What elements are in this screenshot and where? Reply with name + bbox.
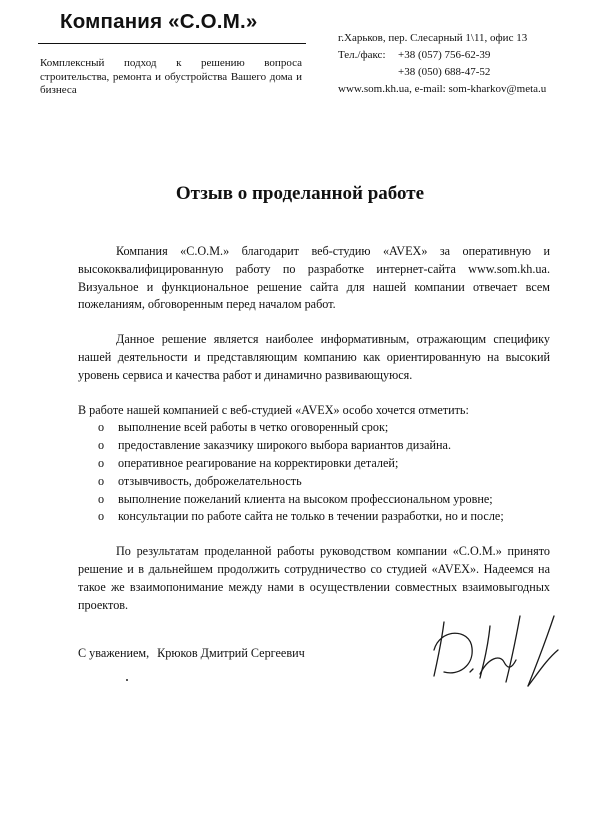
list-item-text: консультации по работе сайта не только в течении разработки, но и после; [118, 509, 504, 524]
bullet-icon: o [98, 473, 105, 488]
phone-2: +38 (050) 688-47-52 [398, 66, 491, 78]
merits-list [78, 419, 550, 526]
list-item-text: выполнение пожеланий клиента на высоком профессиональном уровне; [118, 491, 493, 506]
list-item-text: отзывчивость, доброжелательность [118, 473, 302, 488]
tel-label: Тел./факс: [338, 49, 386, 61]
phone-line-1 [338, 47, 578, 64]
web-email: www.som.kh.ua, e-mail: som-kharkov@meta.u [338, 83, 547, 95]
bullet-icon: o [98, 438, 105, 453]
list-intro: В работе нашей компанией с веб-студией «AVEX» особо хочется отметить: [78, 402, 469, 417]
tagline-text: Комплексный подход к решению вопроса строительства, ремонта и обустройства Вашего дома и бизнеса [40, 57, 302, 96]
signoff [78, 646, 305, 661]
contact-block [338, 30, 578, 98]
list-item [78, 508, 550, 526]
list-item-text: предоставление заказчику широкого выбора вариантов дизайна. [118, 438, 451, 453]
list-item [78, 437, 550, 455]
company-tagline [40, 57, 302, 98]
signer-name: Крюков Дмитрий Сергеевич [157, 646, 305, 660]
paragraph-2: Данное решение является наиболее информативным, отражающим специфику нашей деятельности и представляющим компанию как ориентированную на высокий уровень сервиса и качества работ и динамично развивающуюся. [78, 332, 550, 382]
letter-body [78, 243, 550, 614]
regards-text: С уважением, [78, 646, 150, 660]
paragraph-3: По результатам проделанной работы руководством компании «С.О.М.» принято решение и в дальнейшем продолжить сотрудничество со студией «AVEX». Надеемся на такое же взаимопонимание между нами в осуществлении совместных взаимовыгодных проектов. [78, 544, 550, 612]
phone-1: +38 (057) 756-62-39 [398, 49, 491, 61]
stray-mark [126, 679, 128, 681]
list-item [78, 419, 550, 437]
company-name: Компания «С.О.М.» [60, 10, 258, 33]
list-item [78, 455, 550, 473]
bullet-icon: o [98, 491, 105, 506]
bullet-icon: o [98, 509, 105, 524]
paragraph-1: Компания «С.О.М.» благодарит веб-студию «AVEX» за оперативную и высококвалифицированную работу по разработке интернет-сайта www.som.kh.ua. Визуальное и функциональное решение сайта для нашей компании отвечает всем пожеланиям, обговоренным перед началом работ. [78, 244, 550, 312]
list-item [78, 473, 550, 491]
header-divider [38, 43, 306, 44]
list-item-text: оперативное реагирование на корректировки деталей; [118, 455, 399, 470]
bullet-icon: o [98, 455, 105, 470]
address: г.Харьков, пер. Слесарный 1\11, офис 13 [338, 32, 528, 44]
letter-title: Отзыв о проделанной работе [175, 183, 425, 204]
list-item-text: выполнение всей работы в четко оговоренный срок; [118, 420, 389, 435]
handwritten-signature [430, 610, 580, 690]
list-item [78, 491, 550, 509]
bullet-icon: o [98, 420, 105, 435]
